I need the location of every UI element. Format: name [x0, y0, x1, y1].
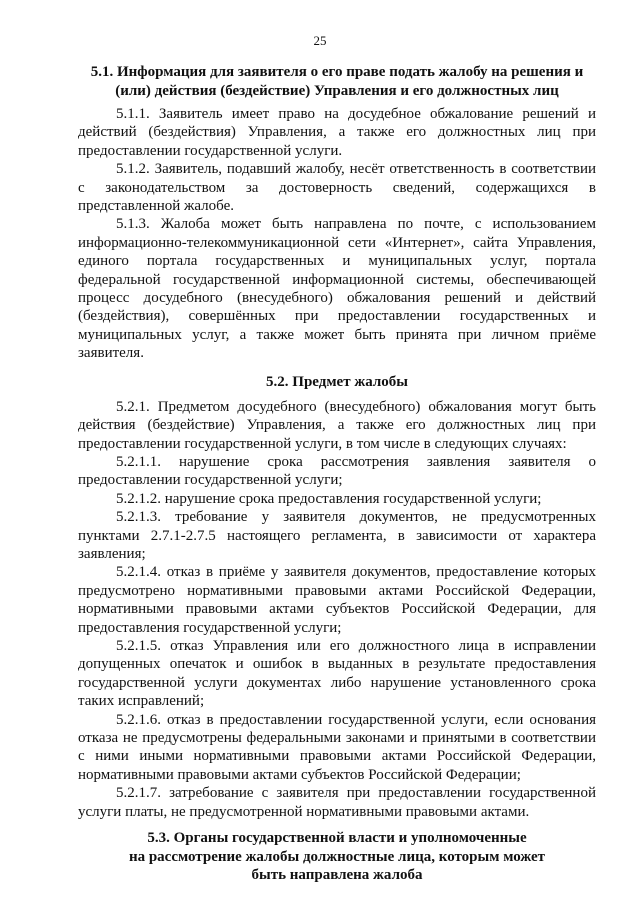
section-5-2-heading: 5.2. Предмет жалобы	[266, 373, 408, 390]
paragraph-5-2-1-5: 5.2.1.5. отказ Управления или его должностного лица в исправлении допущенных опечаток и ошибок в выданных в результате предоставления государственной услуги документах либо нарушение установленного срока таких исправлений;	[78, 637, 596, 710]
paragraph-5-1-2: 5.1.2. Заявитель, подавший жалобу, несёт ответственность в соответствии с законодательством за достоверность сведений, содержащихся в представленной жалобе.	[78, 161, 596, 215]
paragraph-5-2-1-1: 5.2.1.1. нарушение срока рассмотрения заявления заявителя о предоставлении государственной услуги;	[78, 453, 596, 489]
section-5-3-heading-line: быть направлена жалоба	[251, 867, 423, 884]
paragraph-5-1-3: 5.1.3. Жалоба может быть направлена по почте, с использованием информационно-телекоммуникационной сети «Интернет», сайта Управления, единого портала государственных и муниципальных услуг, портала федеральной государственной информационной системы, обеспечивающей процесс досудебного (внесудебного) обжалования решений и действий (бездействия), совершённых при предоставлении государственных и муниципальных услуг, а также может быть принята при личном приёме заявителя.	[78, 216, 596, 362]
paragraph-5-2-1-7: 5.2.1.7. затребование с заявителя при предоставлении государственной услуги платы, не предусмотренной нормативными правовыми актами.	[78, 785, 596, 820]
section-5-3-heading-line: 5.3. Органы государственной власти и уполномоченные	[147, 830, 527, 847]
paragraph-5-2-1-6: 5.2.1.6. отказ в предоставлении государственной услуги, если основания отказа не предусмотрены федеральными законами и принятыми в соответствии с ними иными нормативными правовыми актами Российской Федерации, нормативными правовыми актами субъектов Российской Федерации;	[78, 711, 596, 783]
document-body	[78, 63, 596, 885]
page-number: 25	[313, 33, 327, 48]
paragraph-5-1-1: 5.1.1. Заявитель имеет право на досудебное обжалование решений и действий (бездействия) Управления, а также его должностных лиц при предоставлении государственной услуги.	[78, 106, 596, 159]
paragraph-5-2-1-4: 5.2.1.4. отказ в приёме у заявителя документов, предоставление которых предусмотрено нормативными правовыми актами Российской Федерации, нормативными правовыми актами субъектов Российской Федерации, для предоставления государственной услуги;	[78, 564, 596, 636]
paragraph-5-2-1-3: 5.2.1.3. требование у заявителя документов, не предусмотренных пунктами 2.7.1-2.7.5 настоящего регламента, в зависимости от характера заявления;	[78, 509, 596, 562]
section-5-3-heading	[78, 829, 596, 885]
paragraph-5-2-1-2: 5.2.1.2. нарушение срока предоставления государственной услуги;	[116, 490, 542, 507]
paragraph-5-2-1: 5.2.1. Предметом досудебного (внесудебного) обжалования могут быть действия (бездействие) Управления, а также его должностных лиц при предоставлении государственной услуги, в том числе в следующих случаях:	[78, 398, 596, 452]
section-5-1-heading: 5.1. Информация для заявителя о его праве подать жалобу на решения и (или) действия (бездействие) Управления и его должностных лиц	[90, 64, 584, 99]
section-5-3-heading-line: на рассмотрение жалобы должностные лица, которым может	[128, 848, 546, 865]
